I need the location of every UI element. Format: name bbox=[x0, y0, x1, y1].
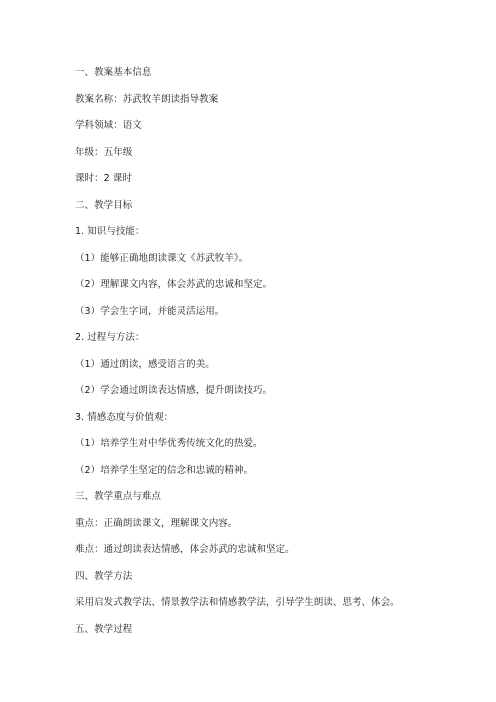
section-heading-methods: 四、教学方法 bbox=[75, 570, 133, 582]
objective-knowledge-item-1: （1）能够正确地朗读课文《苏武牧羊》。 bbox=[75, 252, 249, 264]
objective-attitude-item-2: （2）培养学生坚定的信念和忠诚的精神。 bbox=[75, 464, 253, 476]
section-heading-process: 五、教学过程 bbox=[75, 623, 133, 635]
methods-text: 采用启发式教学法、情景教学法和情感教学法，引导学生朗读、思考、体会。 bbox=[75, 597, 400, 608]
objective-attitude-heading: 3. 情感态度与价值观： bbox=[75, 411, 174, 423]
objective-attitude-item-1: （1）培养学生对中华优秀传统文化的热爱。 bbox=[75, 438, 263, 449]
section-heading-basic-info: 一、教案基本信息 bbox=[75, 67, 152, 78]
subject-field: 学科领域：语文 bbox=[75, 120, 142, 131]
section-heading-objectives: 二、教学目标 bbox=[75, 199, 133, 211]
section-heading-key-points: 三、教学重点与难点 bbox=[75, 491, 161, 502]
objective-process-item-2: （2）学会通过朗读表达情感，提升朗读技巧。 bbox=[75, 385, 273, 396]
objective-knowledge-item-3: （3）学会生字词，并能灵活运用。 bbox=[75, 305, 225, 317]
objective-process-item-1: （1）通过朗读，感受语言的美。 bbox=[75, 358, 215, 370]
difficult-point: 难点：通过朗读表达情感，体会苏武的忠诚和坚定。 bbox=[75, 544, 295, 555]
key-point: 重点：正确朗读课文，理解课文内容。 bbox=[75, 517, 238, 529]
document-body bbox=[75, 66, 435, 649]
objective-process-heading: 2. 过程与方法： bbox=[75, 332, 145, 343]
lesson-name: 教案名称：苏武牧羊朗读指导教案 bbox=[75, 93, 219, 105]
objective-knowledge-item-2: （2）理解课文内容，体会苏武的忠诚和坚定。 bbox=[75, 279, 273, 290]
objective-knowledge-heading: 1. 知识与技能： bbox=[75, 226, 145, 237]
class-hours: 课时：2 课时 bbox=[75, 173, 132, 184]
grade: 年级：五年级 bbox=[75, 146, 133, 158]
